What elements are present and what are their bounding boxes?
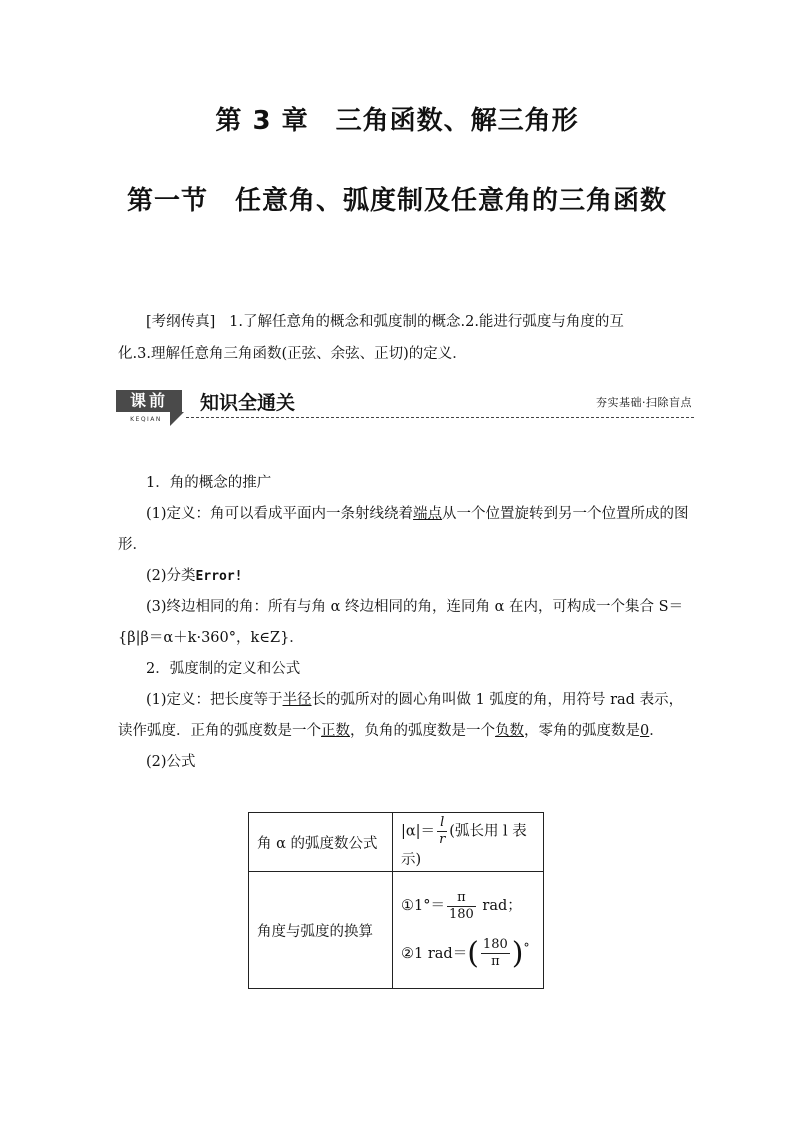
denominator: r <box>439 832 446 847</box>
underlined-term: 端点 <box>413 506 443 522</box>
formula-text: ②1 rad＝ <box>401 945 468 962</box>
table-cell-label: 角度与弧度的换算 <box>249 872 393 989</box>
right-paren: ) <box>511 935 524 971</box>
paragraph-coterminal: (3)终边相同的角：所有与角 α 终边相同的角，连同角 α 在内，可构成一个集合 S＝{β|β＝α＋k·360°，k∈Z}． <box>118 599 684 646</box>
text: ． <box>649 723 664 739</box>
formula-note: (弧长用 l 表示) <box>401 823 527 868</box>
banner-heading: 知识全通关 <box>200 392 296 414</box>
left-paren: ( <box>467 935 479 971</box>
conversion-line-1 <box>401 885 535 927</box>
banner-tag-sub: KEQIAN <box>130 416 162 423</box>
underlined-term: 0 <box>640 723 650 739</box>
section-banner <box>116 386 694 430</box>
outline-line-1 <box>118 306 694 338</box>
paragraph-classification <box>118 561 694 592</box>
paragraph-definition <box>118 499 694 561</box>
text: ，零角的弧度数是 <box>524 723 640 739</box>
formula-text: rad； <box>477 898 522 915</box>
text: ，负角的弧度数是一个 <box>350 723 495 739</box>
numerator: 180 <box>482 937 508 953</box>
table-row <box>249 813 544 872</box>
table-row <box>249 872 544 989</box>
outline-text-1: 1.了解任意角的概念和弧度制的概念.2.能进行弧度与角度的互 <box>229 314 624 330</box>
text: (1)定义：把长度等于 <box>146 692 283 708</box>
table-cell-formula <box>393 813 544 872</box>
table-cell-formula <box>393 872 544 989</box>
text: (1)定义：角可以看成平面内一条射线绕着 <box>146 506 414 522</box>
text: (2)分类 <box>146 568 196 584</box>
heading-1: 1．角的概念的推广 <box>146 475 272 491</box>
main-content <box>118 468 694 778</box>
outline-line-2: 化.3.理解任意角三角函数(正弦、余弦、正切)的定义． <box>118 346 467 362</box>
underlined-term: 半径 <box>282 692 312 708</box>
underlined-term: 正数 <box>321 723 350 739</box>
text: 长的弧所对的圆心角叫做 1 弧度的角，用符号 rad 表示，读作弧度．正角的弧度数是一个 <box>118 692 684 739</box>
paragraph-formula-heading: (2)公式 <box>146 754 196 770</box>
numerator: π <box>447 890 476 907</box>
text: 从一个位置旋转到另一个位置所成的图形． <box>118 506 689 553</box>
fraction <box>481 937 510 970</box>
outline-tag: [考纲传真] <box>146 314 216 330</box>
denominator: 180 <box>448 906 474 922</box>
denominator: π <box>491 954 500 970</box>
section-title: 第一节 任意角、弧度制及任意角的三角函数 <box>126 186 667 216</box>
fraction <box>447 890 476 923</box>
chapter-title: 第 3 章 三角函数、解三角形 <box>215 106 579 136</box>
syllabus-outline <box>118 306 694 370</box>
error-text: Error! <box>195 569 243 584</box>
banner-tag: 课前 <box>116 390 182 412</box>
table-cell-label: 角 α 的弧度数公式 <box>249 813 393 872</box>
banner-slogan: 夯实基础·扫除盲点 <box>596 396 692 409</box>
heading-2: 2．弧度制的定义和公式 <box>146 661 301 677</box>
paragraph-radian <box>118 685 694 747</box>
conversion-line-2 <box>401 927 535 975</box>
numerator: l <box>437 815 447 832</box>
formula-text: |α|＝ <box>401 823 436 840</box>
degree-sign: ° <box>523 941 530 956</box>
banner-rule <box>186 417 694 418</box>
fraction <box>437 815 447 848</box>
formula-text: ①1°＝ <box>401 898 445 915</box>
formula-table <box>248 812 544 989</box>
underlined-term: 负数 <box>495 723 524 739</box>
